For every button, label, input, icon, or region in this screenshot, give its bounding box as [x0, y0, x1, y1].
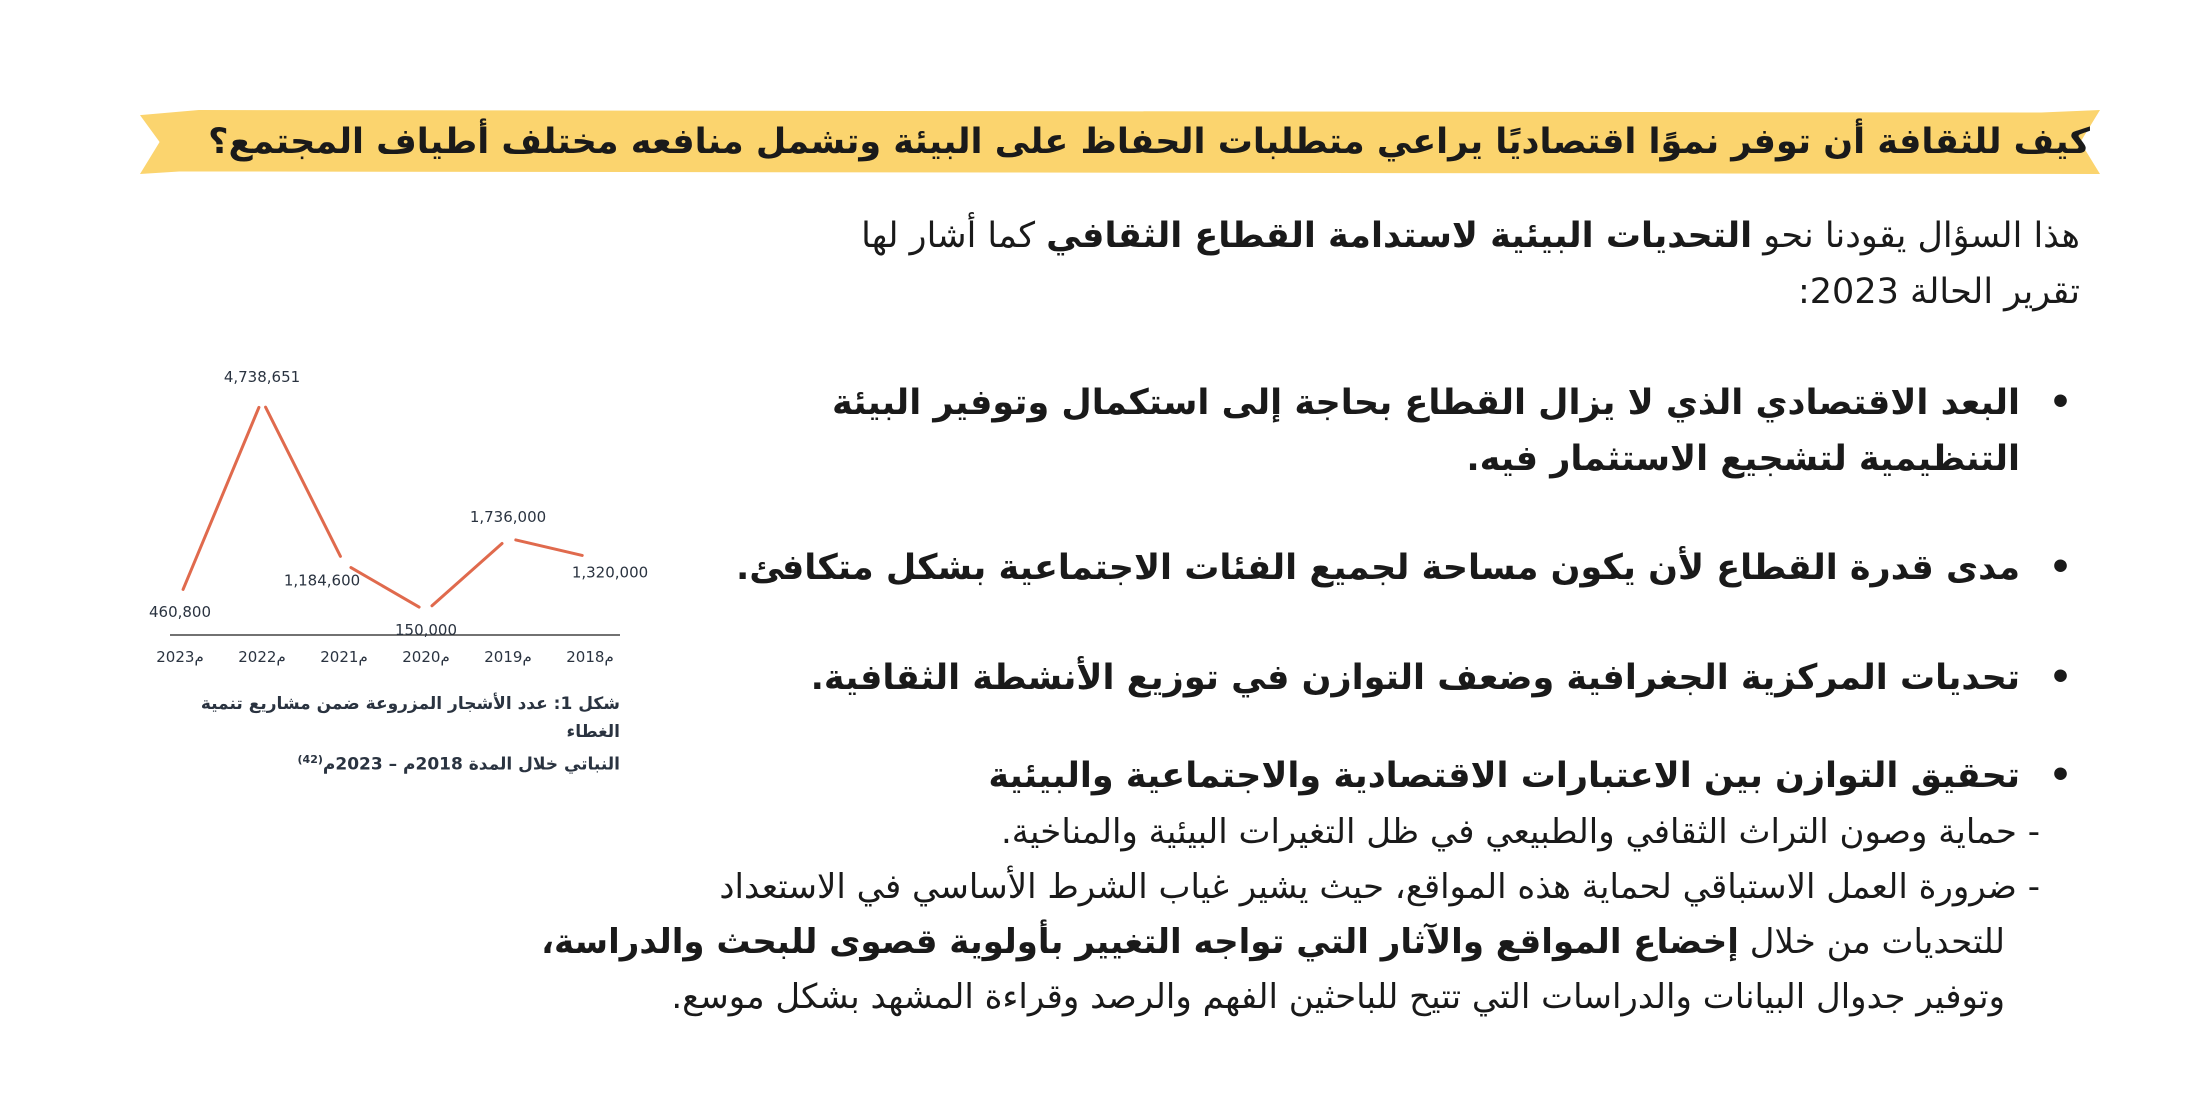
bullet-dot: • — [2048, 755, 2072, 796]
x-tick-label: 2019م — [484, 648, 532, 666]
caption-ref: (42) — [297, 753, 323, 766]
subpoint-text: للتحديات من خلال — [1749, 922, 2005, 962]
bullet-dot: • — [2048, 382, 2072, 423]
data-label: 1,320,000 — [571, 563, 649, 582]
bullet-centralization — [520, 650, 2072, 706]
data-label: 4,738,651 — [223, 368, 301, 386]
data-label: 150,000 — [394, 621, 458, 640]
bullet-economic — [520, 375, 2072, 487]
x-tick-label: 2020م — [402, 648, 450, 666]
x-tick-label: 2022م — [238, 648, 286, 666]
x-tick-label: 2023م — [156, 648, 204, 666]
subpoint-heritage: - حماية وصون التراث الثقافي والطبيعي في ظل التغيرات البيئية والمناخية. — [1001, 812, 2040, 852]
bullet-balance — [520, 748, 2072, 804]
x-tick-label: 2018م — [566, 648, 614, 666]
series-line-segment — [183, 407, 259, 589]
x-tick-label: 2021م — [320, 648, 368, 666]
subpoint-bold: إخضاع المواقع والآثار التي تواجه التغيير بأولوية قصوى للبحث والدراسة، — [541, 922, 1739, 962]
page-title: كيف للثقافة أن توفر نموًا اقتصاديًا يراعي متطلبات الحفاظ على البيئة وتشمل منافعه مختلف أطياف المجتمع؟ — [208, 122, 2090, 162]
intro-text: هذا السؤال يقودنا نحو — [1763, 216, 2080, 256]
intro-text-after: كما أشار لها — [861, 216, 1035, 256]
series-line-segment — [266, 407, 341, 556]
bullet-text: تحقيق التوازن بين الاعتبارات الاقتصادية والاجتماعية والبيئية — [988, 756, 2020, 796]
data-label: 1,736,000 — [469, 508, 547, 527]
caption-line2: النباتي خلال المدة 2018م – 2023م — [322, 754, 620, 775]
subpoint-proactive-cont — [305, 915, 2005, 970]
bullet-inclusion — [520, 540, 2072, 596]
bullet-text: مدى قدرة القطاع لأن يكون مساحة لجميع الفئات الاجتماعية بشكل متكافئ. — [735, 548, 2020, 588]
intro-paragraph — [700, 208, 2080, 320]
bullet-text: البعد الاقتصادي الذي لا يزال القطاع بحاجة إلى استكمال وتوفير البيئة — [831, 383, 2020, 423]
data-label: 1,184,600 — [283, 571, 361, 590]
bullet-dot: • — [2048, 547, 2072, 588]
series-line-segment — [516, 540, 582, 556]
data-label: 460,800 — [148, 602, 212, 621]
subpoint-proactive: - ضرورة العمل الاستباقي لحماية هذه المواقع، حيث يشير غياب الشرط الأساسي في الاستعداد — [719, 867, 2040, 907]
bullet-text: تحديات المركزية الجغرافية وضعف التوازن في توزيع الأنشطة الثقافية. — [810, 658, 2020, 698]
series-line-segment — [432, 543, 502, 605]
caption-line1: شكل 1: عدد الأشجار المزروعة ضمن مشاريع تنمية الغطاء — [200, 694, 620, 742]
bullet-text: التنظيمية لتشجيع الاستثمار فيه. — [1466, 439, 2020, 479]
series-line-segment — [351, 568, 419, 608]
intro-line2: تقرير الحالة 2023: — [1797, 272, 2080, 312]
intro-bold: التحديات البيئية لاستدامة القطاع الثقافي — [1046, 216, 1753, 256]
subpoint-data-tables: وتوفير جدوال البيانات والدراسات التي تتيح للباحثين الفهم والرصد وقراءة المشهد بشكل موسع. — [671, 977, 2005, 1017]
chart-caption — [150, 690, 620, 779]
bullet-dot: • — [2048, 657, 2072, 698]
